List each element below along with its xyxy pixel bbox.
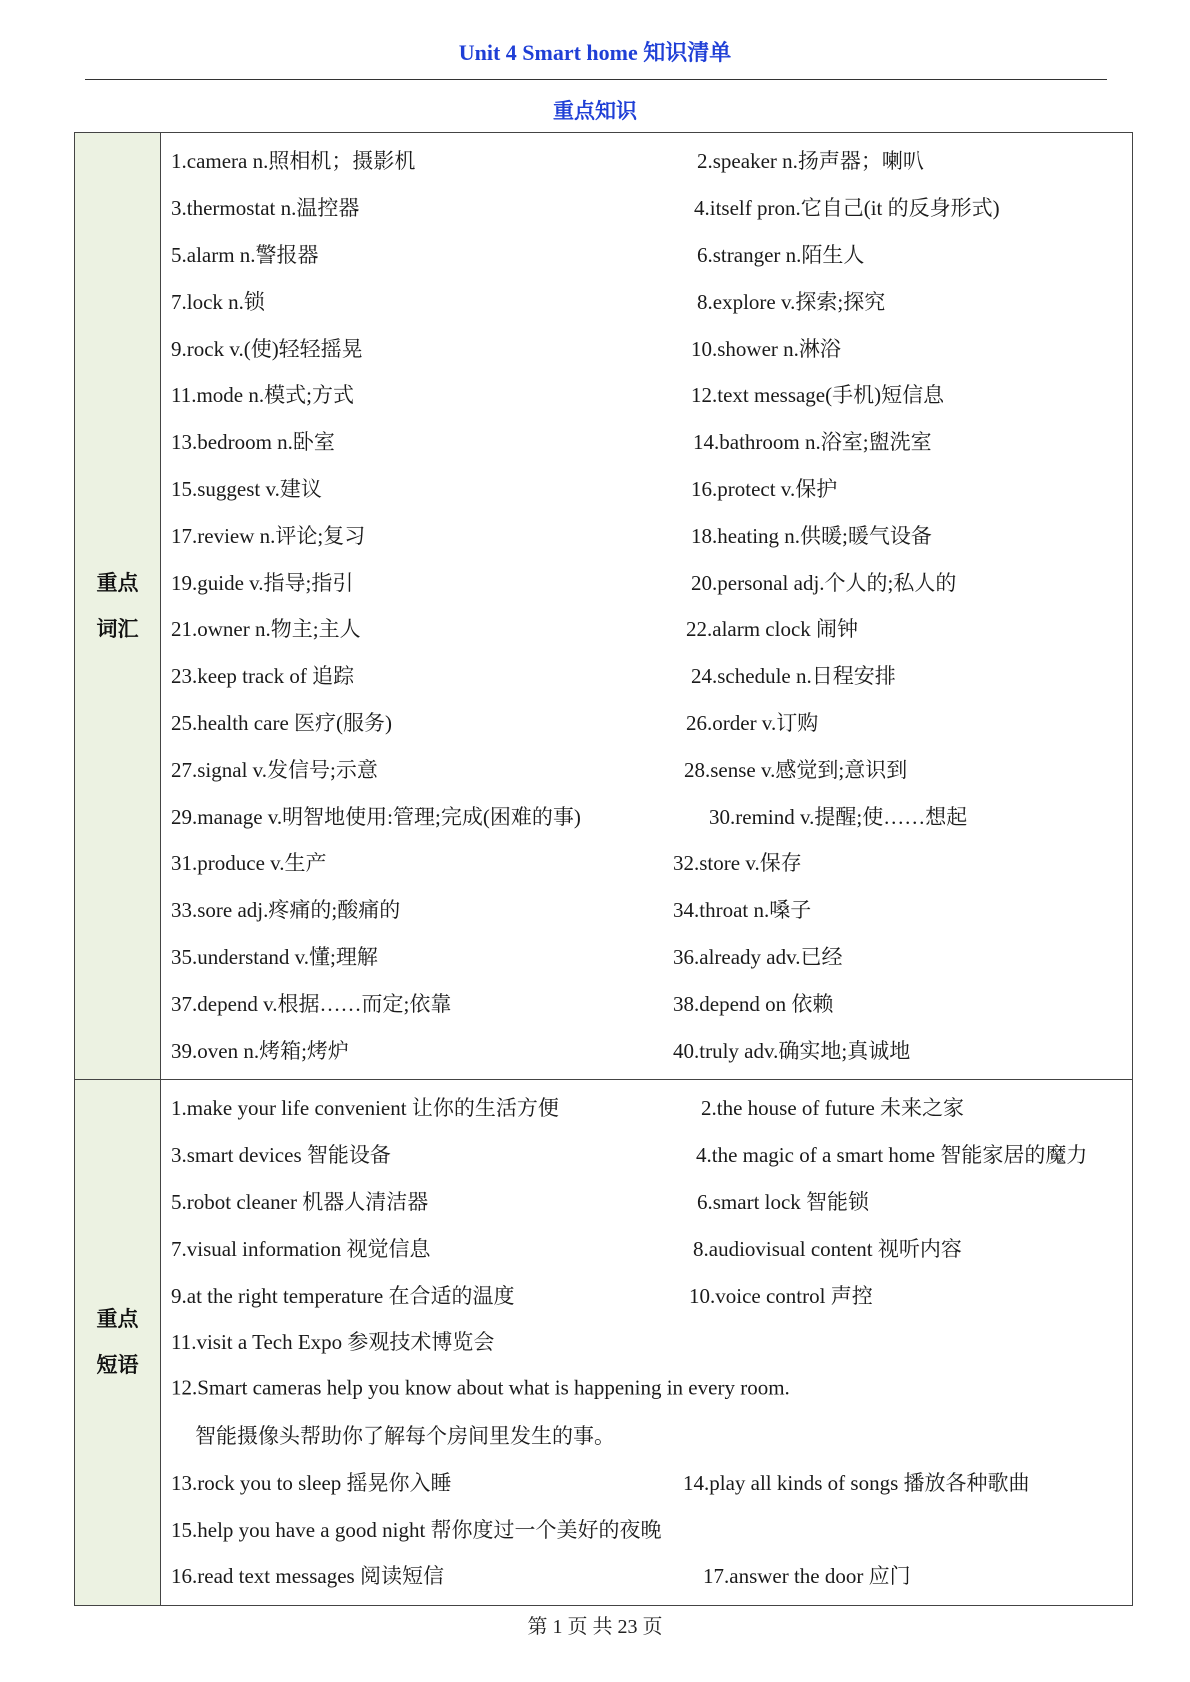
phrase-entry: 9.at the right temperature 在合适的温度	[171, 1283, 515, 1308]
vocab-entry: 17.review n.评论;复习	[171, 523, 366, 548]
vocab-entry: 30.remind v.提醒;使……想起	[709, 804, 968, 829]
vocab-entry: 21.owner n.物主;主人	[171, 617, 361, 642]
vocab-entry: 15.suggest v.建议	[171, 476, 322, 501]
vocab-entry: 33.sore adj.疼痛的;酸痛的	[171, 898, 401, 923]
vocab-entry: 19.guide v.指导;指引	[171, 570, 354, 595]
vocab-entry: 37.depend v.根据……而定;依靠	[171, 991, 452, 1016]
vocab-entry: 40.truly adv.确实地;真诚地	[673, 1038, 911, 1063]
header-rule	[85, 79, 1107, 80]
phrase-row	[161, 1412, 1132, 1459]
vocab-entry: 31.produce v.生产	[171, 851, 327, 876]
vocab-entry: 1.camera n.照相机；摄影机	[171, 149, 416, 174]
knowledge-table	[74, 132, 1133, 1606]
vocab-entry: 32.store v.保存	[673, 851, 802, 876]
vocab-entry: 28.sense v.感觉到;意识到	[684, 757, 908, 782]
phrase-row	[161, 1318, 1132, 1365]
vocab-row	[161, 605, 1132, 652]
vocab-entry: 35.understand v.懂;理解	[171, 944, 378, 969]
vocab-entry: 13.bedroom n.卧室	[171, 430, 335, 455]
phrase-row	[161, 1365, 1132, 1412]
vocab-list	[161, 133, 1132, 1079]
vocab-entry: 2.speaker n.扬声器；喇叭	[697, 149, 924, 174]
vocab-entry: 29.manage v.明智地使用:管理;完成(困难的事)	[171, 804, 581, 829]
vocab-entry: 22.alarm clock 闹钟	[686, 617, 859, 642]
vocab-entry: 27.signal v.发信号;示意	[171, 757, 378, 782]
section-heading: 重点知识	[553, 99, 637, 123]
page-number: 第 1 页 共 23 页	[527, 1616, 663, 1638]
vocab-entry: 26.order v.订购	[686, 710, 819, 735]
vocab-entry: 24.schedule n.日程安排	[691, 664, 896, 689]
vocab-row	[161, 371, 1132, 418]
vocab-row	[161, 699, 1132, 746]
vocab-row	[161, 231, 1132, 278]
phrase-entry: 16.read text messages 阅读短信	[171, 1564, 444, 1589]
phrases-section	[75, 1079, 1132, 1605]
phrase-entry: 2.the house of future 未来之家	[701, 1096, 965, 1121]
vocab-entry: 8.explore v.探索;探究	[697, 289, 886, 314]
vocab-row	[161, 558, 1132, 605]
vocab-entry: 23.keep track of 追踪	[171, 664, 355, 689]
phrase-entry: 8.audiovisual content 视听内容	[693, 1236, 962, 1261]
phrase-entry: 12.Smart cameras help you know about what is happening in every room.	[171, 1375, 790, 1400]
phrase-row	[161, 1505, 1132, 1552]
document-title: Unit 4 Smart home 知识清单	[458, 40, 732, 65]
phrase-entry: 3.smart devices 智能设备	[171, 1143, 391, 1168]
phrase-row	[161, 1131, 1132, 1178]
phrase-entry: 17.answer the door 应门	[703, 1564, 911, 1589]
vocab-row	[161, 933, 1132, 980]
vocab-row	[161, 184, 1132, 231]
vocab-entry: 25.health care 医疗(服务)	[171, 710, 393, 735]
phrase-entry: 13.rock you to sleep 摇晃你入睡	[171, 1470, 452, 1495]
vocab-entry: 34.throat n.嗓子	[673, 898, 812, 923]
vocab-entry: 12.text message(手机)短信息	[691, 383, 945, 408]
phrase-entry: 4.the magic of a smart home 智能家居的魔力	[696, 1143, 1088, 1168]
phrase-entry: 11.visit a Tech Expo 参观技术博览会	[171, 1330, 495, 1355]
vocab-row	[161, 137, 1132, 184]
vocab-entry: 18.heating n.供暖;暖气设备	[691, 523, 932, 548]
vocab-row	[161, 839, 1132, 886]
vocab-category-cell	[75, 133, 161, 1079]
phrase-row	[161, 1552, 1132, 1599]
phrase-entry: 5.robot cleaner 机器人清洁器	[171, 1189, 429, 1214]
vocab-category-label: 重点词汇	[96, 570, 139, 641]
vocab-row	[161, 511, 1132, 558]
vocab-entry: 20.personal adj.个人的;私人的	[691, 570, 957, 595]
phrases-category-label: 重点短语	[96, 1307, 139, 1378]
phrase-row	[161, 1084, 1132, 1131]
vocab-row	[161, 979, 1132, 1026]
vocab-entry: 39.oven n.烤箱;烤炉	[171, 1038, 349, 1063]
phrase-entry: 7.visual information 视觉信息	[171, 1236, 431, 1261]
phrase-entry: 15.help you have a good night 帮你度过一个美好的夜晚	[171, 1517, 662, 1542]
vocab-entry: 11.mode n.模式;方式	[171, 383, 354, 408]
vocab-row	[161, 792, 1132, 839]
vocab-row	[161, 886, 1132, 933]
vocab-entry: 5.alarm n.警报器	[171, 242, 319, 267]
phrase-row	[161, 1458, 1132, 1505]
vocab-entry: 10.shower n.淋浴	[691, 336, 841, 361]
vocab-entry: 16.protect v.保护	[691, 476, 838, 501]
phrase-entry: 10.voice control 声控	[689, 1283, 873, 1308]
vocab-entry: 3.thermostat n.温控器	[171, 196, 360, 221]
vocab-row	[161, 652, 1132, 699]
vocab-entry: 6.stranger n.陌生人	[697, 242, 865, 267]
vocab-row	[161, 745, 1132, 792]
phrase-entry: 1.make your life convenient 让你的生活方便	[171, 1096, 559, 1121]
vocab-entry: 14.bathroom n.浴室;盥洗室	[693, 430, 932, 455]
vocab-row	[161, 465, 1132, 512]
phrase-translation: 智能摄像头帮助你了解每个房间里发生的事。	[195, 1423, 615, 1448]
vocab-entry: 38.depend on 依赖	[673, 991, 834, 1016]
vocab-row	[161, 1026, 1132, 1073]
vocab-row	[161, 324, 1132, 371]
vocab-entry: 7.lock n.锁	[171, 289, 265, 314]
phrase-entry: 14.play all kinds of songs 播放各种歌曲	[683, 1470, 1030, 1495]
phrases-category-cell	[75, 1080, 161, 1605]
vocab-entry: 36.already adv.已经	[673, 944, 843, 969]
vocab-row	[161, 277, 1132, 324]
phrase-row	[161, 1271, 1132, 1318]
phrase-row	[161, 1224, 1132, 1271]
vocab-section	[75, 133, 1132, 1079]
phrase-entry: 6.smart lock 智能锁	[697, 1189, 870, 1214]
phrase-list	[161, 1080, 1132, 1605]
vocab-entry: 9.rock v.(使)轻轻摇晃	[171, 336, 363, 361]
vocab-row	[161, 418, 1132, 465]
vocab-entry: 4.itself pron.它自己(it 的反身形式)	[694, 196, 1000, 221]
phrase-row	[161, 1178, 1132, 1225]
